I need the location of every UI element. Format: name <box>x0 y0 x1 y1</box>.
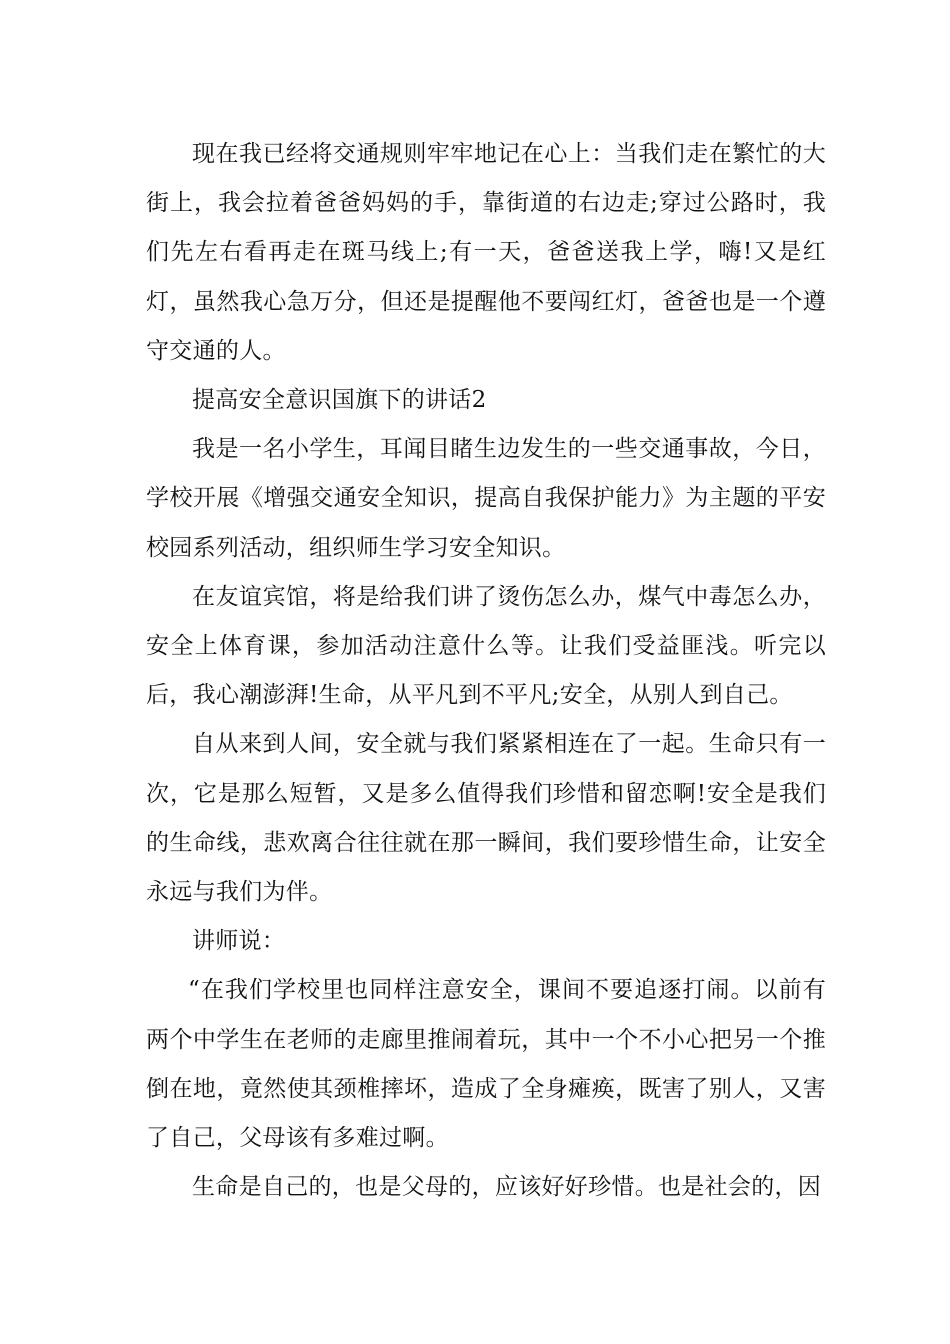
paragraph-lecturer-quote: “在我们学校里也同样注意安全，课间不要追逐打闹。以前有两个中学生在老师的走廊里推闹着玩，其中一个不小心把另一个推倒在地，竟然使其颈椎摔坏，造成了全身瘫痪，既害了别人，又害了自己，父母该有多难过啊。 <box>146 977 826 1152</box>
paragraph-traffic-rules: 现在我已经将交通规则牢牢地记在心上：当我们走在繁忙的大街上，我会拉着爸爸妈妈的手，靠街道的右边走;穿过公路时，我们先左右看再走在斑马线上;有一天，爸爸送我上学，嗨!又是红灯，虽然我心急万分，但还是提醒他不要闯红灯，爸爸也是一个遵守交通的人。 <box>146 141 826 364</box>
paragraph-campus-activity: 我是一名小学生，耳闻目睹生边发生的一些交通事故，今日，学校开展《增强交通安全知识，提高自我保护能力》为主题的平安校园系列活动，组织师生学习安全知识。 <box>146 436 826 561</box>
section-heading: 提高安全意识国旗下的讲话2 <box>192 387 487 414</box>
paragraph-life-and-safety: 自从来到人间，安全就与我们紧紧相连在了一起。生命只有一次，它是那么短暂，又是多么值得我们珍惜和留恋啊!安全是我们的生命线，悲欢离合往往就在那一瞬间，我们要珍惜生命，让安全永远与我们为伴。 <box>146 731 826 906</box>
document-body <box>146 130 826 1212</box>
paragraph-safety-lecture: 在友谊宾馆，将是给我们讲了烫伤怎么办，煤气中毒怎么办，安全上体育课，参加活动注意什么等。让我们受益匪浅。听完以后，我心潮澎湃!生命，从平凡到不平凡;安全，从别人到自己。 <box>146 583 826 709</box>
paragraph-lecturer-said: 讲师说： <box>192 928 286 955</box>
paragraph-cherish-life: 生命是自己的，也是父母的，应该好好珍惜。也是社会的，因 <box>192 1174 822 1201</box>
